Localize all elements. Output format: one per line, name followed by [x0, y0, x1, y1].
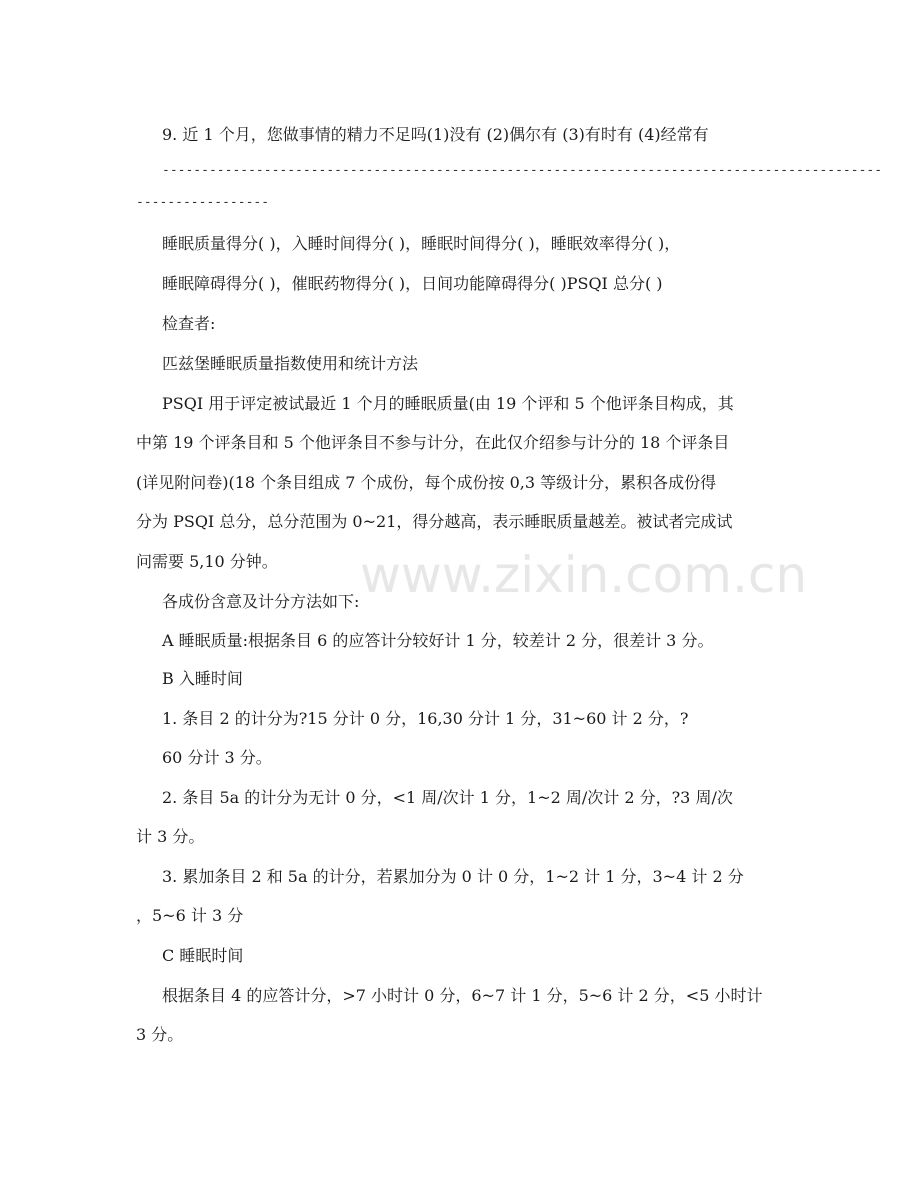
- separator-line: --------------------------------------------------------------------------------------------: [162, 163, 883, 178]
- watermark: www.zixin.com.cn: [360, 546, 808, 604]
- c-line-1: 根据条目 4 的应答计分，>7 小时计 0 分，6~7 计 1 分，5~6 计 2 分，<5 小时计: [162, 986, 763, 1005]
- intro-line-1: PSQI 用于评定被试最近 1 个月的睡眠质量(由 19 个评和 5 个他评条目构成，其: [162, 394, 734, 413]
- scores-line-2: 睡眠障碍得分( )，催眠药物得分( )，日间功能障碍得分( )PSQI 总分( ): [162, 274, 663, 293]
- b1-line-1: 1. 条目 2 的计分为?15 分计 0 分，16,30 分计 1 分，31~60 计 2 分，?: [162, 709, 689, 728]
- examiner-label: 检查者:: [162, 314, 216, 333]
- c-title: C 睡眠时间: [162, 946, 244, 965]
- a-sleep-quality: A 睡眠质量:根据条目 6 的应答计分较好计 1 分，较差计 2 分，很差计 3 分。: [162, 631, 714, 650]
- b1-line-2: 60 分计 3 分。: [162, 748, 272, 767]
- question-9: 9. 近 1 个月，您做事情的精力不足吗(1)没有 (2)偶尔有 (3)有时有 (4)经常有: [162, 125, 709, 144]
- components-intro: 各成份含意及计分方法如下:: [162, 592, 360, 611]
- scores-line-1: 睡眠质量得分( )，入睡时间得分( )，睡眠时间得分( )，睡眠效率得分( )，: [162, 234, 681, 253]
- c-line-2: 3 分。: [136, 1025, 184, 1044]
- b3-line-1: 3. 累加条目 2 和 5a 的计分，若累加分为 0 计 0 分，1~2 计 1 分，3~4 计 2 分: [162, 867, 744, 886]
- b-title: B 入睡时间: [162, 669, 243, 688]
- intro-line-5: 问需要 5,10 分钟。: [136, 552, 278, 571]
- section-title: 匹兹堡睡眠质量指数使用和统计方法: [162, 354, 419, 373]
- b3-line-2: ，5~6 计 3 分: [136, 906, 244, 925]
- intro-line-4: 分为 PSQI 总分，总分范围为 0~21，得分越高，表示睡眠质量越差。被试者完成试: [136, 512, 733, 531]
- b2-line-2: 计 3 分。: [136, 827, 205, 846]
- intro-line-3: (详见附问卷)(18 个条目组成 7 个成份，每个成份按 0,3 等级计分，累积各成份得: [136, 473, 717, 492]
- separator-line-continued: -----------------: [136, 195, 270, 210]
- b2-line-1: 2. 条目 5a 的计分为无计 0 分，<1 周/次计 1 分，1~2 周/次计 2 分，?3 周/次: [162, 788, 733, 807]
- intro-line-2: 中第 19 个评条目和 5 个他评条目不参与计分，在此仅介绍参与计分的 18 个评条目: [136, 433, 730, 452]
